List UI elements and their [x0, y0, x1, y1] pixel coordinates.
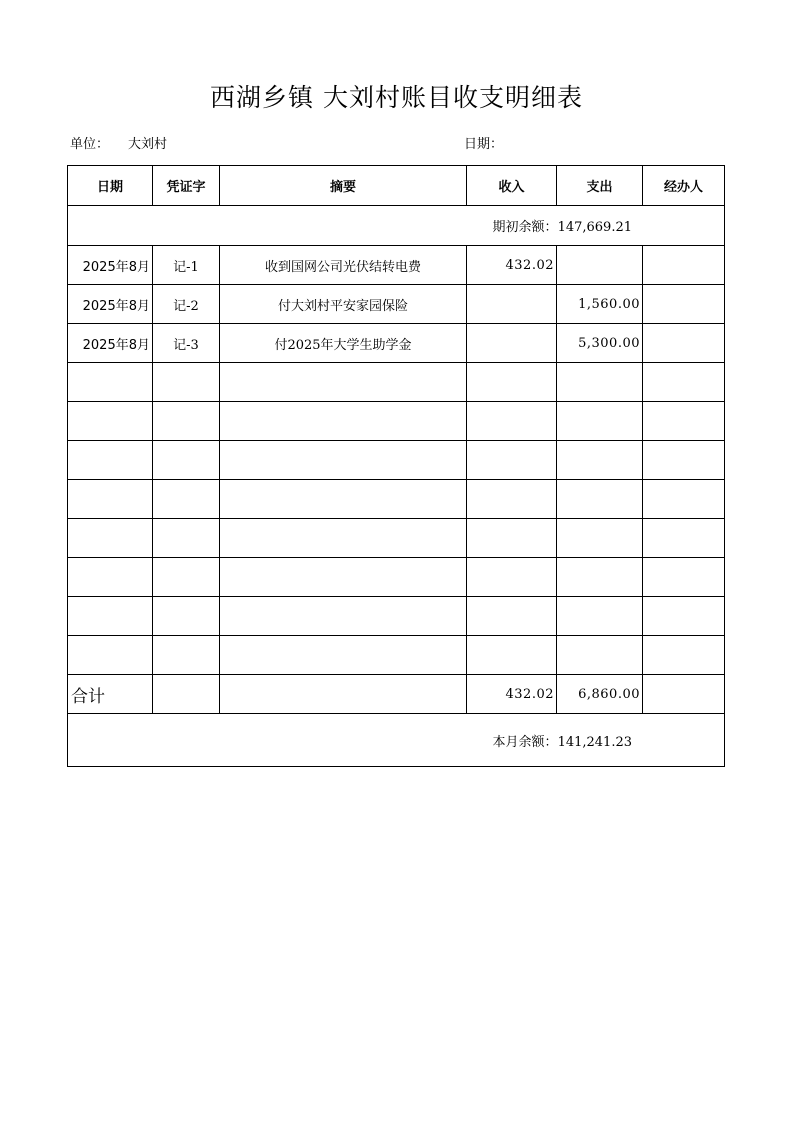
table-row: [68, 441, 725, 480]
cell-summary: [220, 441, 467, 480]
total-summary-cell: [220, 675, 467, 714]
cell-voucher: [153, 480, 220, 519]
table-row: [68, 285, 725, 324]
cell-date: [68, 480, 153, 519]
total-income: 432.02: [467, 675, 557, 714]
header-expense: 支出: [557, 166, 643, 206]
cell-summary: [220, 558, 467, 597]
cell-expense: [557, 636, 643, 675]
cell-income: [467, 597, 557, 636]
cell-expense: [557, 402, 643, 441]
cell-date: [68, 558, 153, 597]
cell-summary: [220, 402, 467, 441]
table-row: [68, 324, 725, 363]
cell-income: [467, 402, 557, 441]
ledger-table: [67, 165, 725, 767]
cell-handler: [643, 519, 725, 558]
header-handler: 经办人: [643, 166, 725, 206]
cell-summary: [220, 597, 467, 636]
cell-income: [467, 285, 557, 324]
cell-summary: [220, 480, 467, 519]
cell-date: 2025年8月: [68, 246, 153, 285]
cell-summary: [220, 519, 467, 558]
cell-handler: [643, 597, 725, 636]
total-handler-cell: [643, 675, 725, 714]
cell-summary: 付2025年大学生助学金: [220, 324, 467, 363]
cell-handler: [643, 441, 725, 480]
cell-date: 2025年8月: [68, 324, 153, 363]
cell-voucher: 记-2: [153, 285, 220, 324]
cell-voucher: [153, 402, 220, 441]
total-label: 合计: [68, 675, 153, 714]
table-row: [68, 558, 725, 597]
header-summary: 摘要: [220, 166, 467, 206]
cell-date: 2025年8月: [68, 285, 153, 324]
cell-date: [68, 402, 153, 441]
total-voucher-cell: [153, 675, 220, 714]
cell-expense: [557, 558, 643, 597]
cell-handler: [643, 558, 725, 597]
header-voucher: 凭证字: [153, 166, 220, 206]
cell-voucher: [153, 441, 220, 480]
table-row: [68, 519, 725, 558]
header-income: 收入: [467, 166, 557, 206]
table-row: [68, 402, 725, 441]
total-expense: 6,860.00: [557, 675, 643, 714]
cell-handler: [643, 363, 725, 402]
cell-income: [467, 363, 557, 402]
date-label: 日期：: [464, 137, 504, 152]
opening-balance-label: 期初余额：: [492, 220, 558, 235]
cell-expense: [557, 519, 643, 558]
cell-voucher: 记-1: [153, 246, 220, 285]
closing-balance-row: [68, 714, 725, 767]
cell-date: [68, 441, 153, 480]
cell-date: [68, 597, 153, 636]
table-row: [68, 597, 725, 636]
cell-handler: [643, 480, 725, 519]
cell-voucher: [153, 363, 220, 402]
table-row: [68, 636, 725, 675]
header-row: [68, 166, 725, 206]
cell-income: 432.02: [467, 246, 557, 285]
cell-income: [467, 558, 557, 597]
cell-expense: 1,560.00: [557, 285, 643, 324]
cell-income: [467, 324, 557, 363]
closing-balance-value: 141,241.23: [557, 734, 632, 750]
table-row: [68, 246, 725, 285]
total-row: [68, 675, 725, 714]
page-title: 西湖乡镇 大刘村账目收支明细表: [210, 83, 583, 112]
cell-summary: 收到国网公司光伏结转电费: [220, 246, 467, 285]
cell-expense: [557, 441, 643, 480]
cell-expense: [557, 363, 643, 402]
opening-balance-value: 147,669.21: [557, 220, 632, 235]
cell-voucher: [153, 519, 220, 558]
closing-balance-label: 本月余额：: [492, 734, 558, 750]
cell-handler: [643, 246, 725, 285]
cell-expense: [557, 246, 643, 285]
cell-summary: [220, 636, 467, 675]
cell-expense: 5,300.00: [557, 324, 643, 363]
cell-income: [467, 519, 557, 558]
cell-voucher: 记-3: [153, 324, 220, 363]
unit-label: 单位：: [70, 137, 110, 152]
cell-handler: [643, 402, 725, 441]
cell-expense: [557, 597, 643, 636]
cell-handler: [643, 285, 725, 324]
cell-voucher: [153, 597, 220, 636]
cell-income: [467, 636, 557, 675]
cell-date: [68, 519, 153, 558]
cell-voucher: [153, 636, 220, 675]
opening-balance-row: [68, 206, 725, 246]
cell-expense: [557, 480, 643, 519]
unit-value: 大刘村: [128, 137, 168, 152]
cell-handler: [643, 636, 725, 675]
header-date: 日期: [68, 166, 153, 206]
cell-voucher: [153, 558, 220, 597]
cell-date: [68, 363, 153, 402]
cell-summary: 付大刘村平安家园保险: [220, 285, 467, 324]
cell-summary: [220, 363, 467, 402]
cell-date: [68, 636, 153, 675]
table-row: [68, 480, 725, 519]
table-row: [68, 363, 725, 402]
cell-handler: [643, 324, 725, 363]
cell-income: [467, 441, 557, 480]
cell-income: [467, 480, 557, 519]
